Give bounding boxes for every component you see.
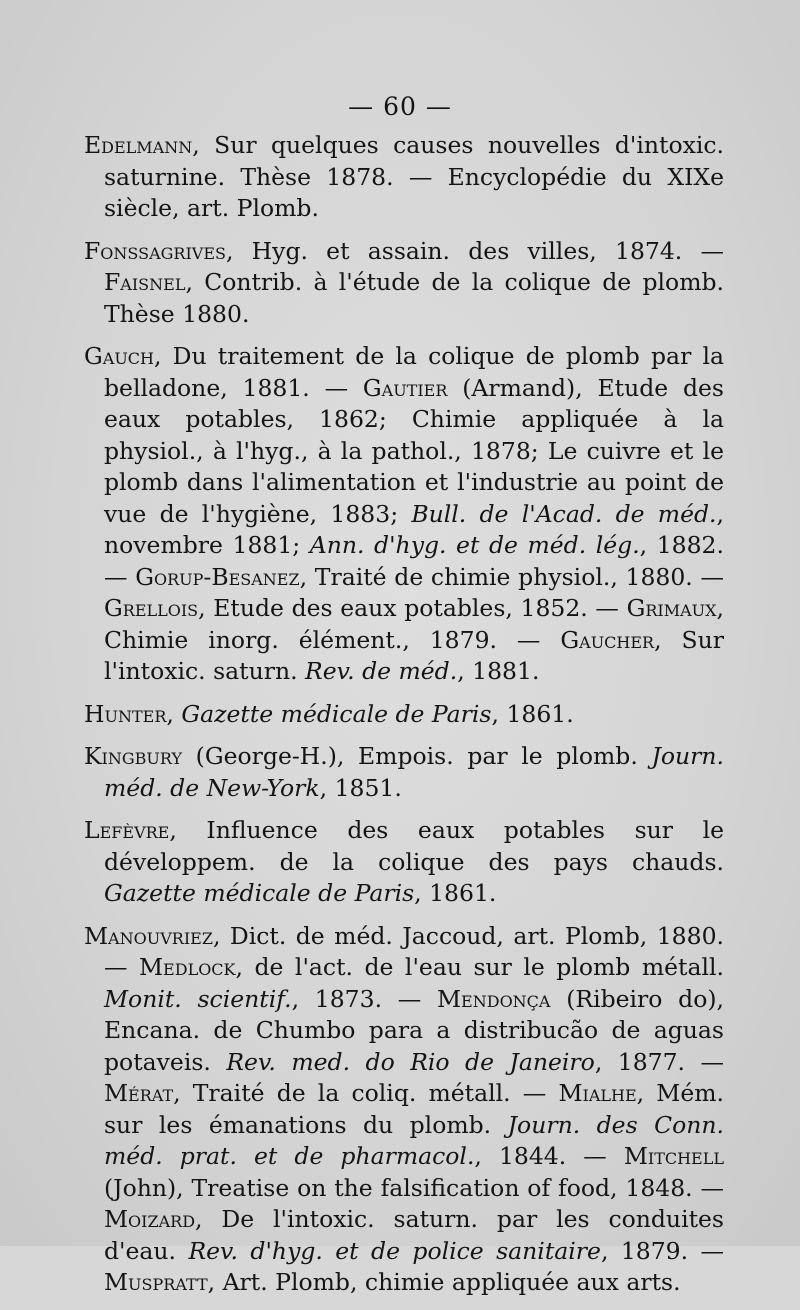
author-name: Hunter: [84, 699, 167, 728]
author-name: Edelmann: [84, 131, 193, 159]
entry-text: , Du traitement de la colique de plomb par la belladone, 1881. —: [104, 342, 724, 402]
publication-title: Gazette médicale de Paris: [104, 879, 415, 907]
author-name: Mendonça: [437, 984, 551, 1013]
bibliography-list: [84, 130, 724, 1310]
entry-text: , novembre 1881;: [104, 499, 724, 559]
author-name: Mitchell: [623, 1142, 724, 1170]
publication-title: Gazette médicale de Paris: [181, 699, 492, 728]
publication-title: Rev. med. do Rio de Janeiro: [226, 1047, 595, 1076]
entry-text: , Chimie inorg. élément., 1879. —: [104, 594, 724, 654]
page-number: — 60 —: [348, 92, 452, 121]
bibliography-entry-kingbury: [84, 741, 724, 804]
author-name: Moizard: [104, 1205, 196, 1233]
entry-text: (George-H.), Empois. par le plomb.: [182, 742, 652, 770]
entry-text: , Contrib. à l'étude de la colique de plomb. Thèse 1880.: [104, 268, 724, 328]
entry-text: , Hyg. et assain. des villes, 1874. —: [225, 236, 724, 265]
entry-text: , Sur quelques causes nouvelles d'intoxic. saturnine. Thèse 1878. — Encyclopédie du XIXe siècle, art. Plomb.: [104, 131, 724, 222]
publication-title: Monit. scientif.: [104, 984, 292, 1013]
bibliography-entry-lefevre: [84, 815, 724, 910]
entry-text: , Sur l'intoxic. saturn.: [104, 625, 724, 685]
entry-text: (John), Treatise on the falsification of food, 1848. —: [104, 1173, 724, 1202]
entry-text: , Traité de chimie physiol., 1880. —: [299, 562, 724, 591]
entry-text: , 1882. —: [104, 531, 724, 591]
bibliography-entry-hunter: [84, 699, 724, 731]
entry-text: , 1861.: [414, 879, 497, 907]
entry-text: , 1851.: [319, 773, 402, 802]
entry-text: , De l'intoxic. saturn. par les conduites d'eau.: [104, 1205, 724, 1265]
entry-text: , Mém. sur les émanations du plomb.: [104, 1079, 724, 1139]
author-name: Mialhe: [558, 1079, 637, 1107]
bibliography-entry-gauch: [84, 341, 724, 688]
author-name: Muspratt: [104, 1268, 208, 1296]
entry-text: , 1879. —: [600, 1236, 725, 1265]
entry-text: , 1844. —: [474, 1142, 624, 1170]
publication-title: Rev. d'hyg. et de police sanitaire: [188, 1236, 601, 1265]
author-name: Manouvriez: [84, 921, 213, 950]
bibliography-entry-manouvriez: [84, 921, 724, 1299]
publication-title: Journ. méd. de New-York: [104, 742, 724, 802]
bibliography-entry-fonssagrives: [84, 236, 724, 331]
entry-text: , Dict. de méd. Jaccoud, art. Plomb, 1880. —: [104, 921, 724, 981]
author-name: Gautier: [362, 373, 448, 402]
entry-text: , 1877. —: [594, 1047, 724, 1076]
author-name: Faisnel: [104, 268, 186, 296]
entry-text: , de l'act. de l'eau sur le plomb métall.: [235, 953, 724, 981]
entry-text: , Etude des eaux potables, 1852. —: [198, 594, 627, 622]
publication-title: Rev. de méd.: [305, 657, 458, 685]
entry-text: , Art. Plomb, chimie appliquée aux arts.: [207, 1268, 681, 1296]
publication-title: Ann. d'hyg. et de méd. lég.: [309, 531, 640, 559]
entry-text: , 1881.: [457, 657, 540, 685]
author-name: Gorup-Besanez: [135, 562, 300, 591]
publication-title: Journ. des Conn. méd. prat. et de pharmacol.: [104, 1110, 724, 1170]
author-name: Medlock: [139, 953, 236, 981]
entry-text: , 1861.: [491, 699, 574, 728]
publication-title: Bull. de l'Acad. de méd.: [411, 499, 717, 528]
author-name: Mérat: [104, 1079, 174, 1107]
author-name: Lefèvre: [84, 816, 170, 844]
entry-text: ,: [166, 699, 182, 728]
author-name: Grimaux: [626, 594, 717, 622]
author-name: Kingbury: [84, 742, 183, 770]
entry-text: , 1873. —: [291, 984, 437, 1013]
author-name: Gauch: [84, 342, 155, 370]
entry-text: (Ribeiro do), Encana. de Chumbo para a distribucão de aguas potaveis.: [104, 984, 724, 1076]
entry-text: (Armand), Etude des eaux potables, 1862; Chimie appliquée à la physiol., à l'hyg., à la pathol., 1878; Le cuivre et le plomb dans l'alimentation et l'industrie au point de vue de l'hygiène, 1883;: [104, 373, 724, 528]
entry-text: , Influence des eaux potables sur le développem. de la colique des pays chauds.: [104, 816, 724, 876]
author-name: Gaucher: [560, 625, 655, 654]
author-name: Grellois: [104, 594, 199, 622]
bibliography-entry-edelmann: [84, 130, 724, 225]
author-name: Fonssagrives: [84, 236, 226, 265]
entry-text: , Traité de la coliq. métall. —: [173, 1079, 559, 1107]
